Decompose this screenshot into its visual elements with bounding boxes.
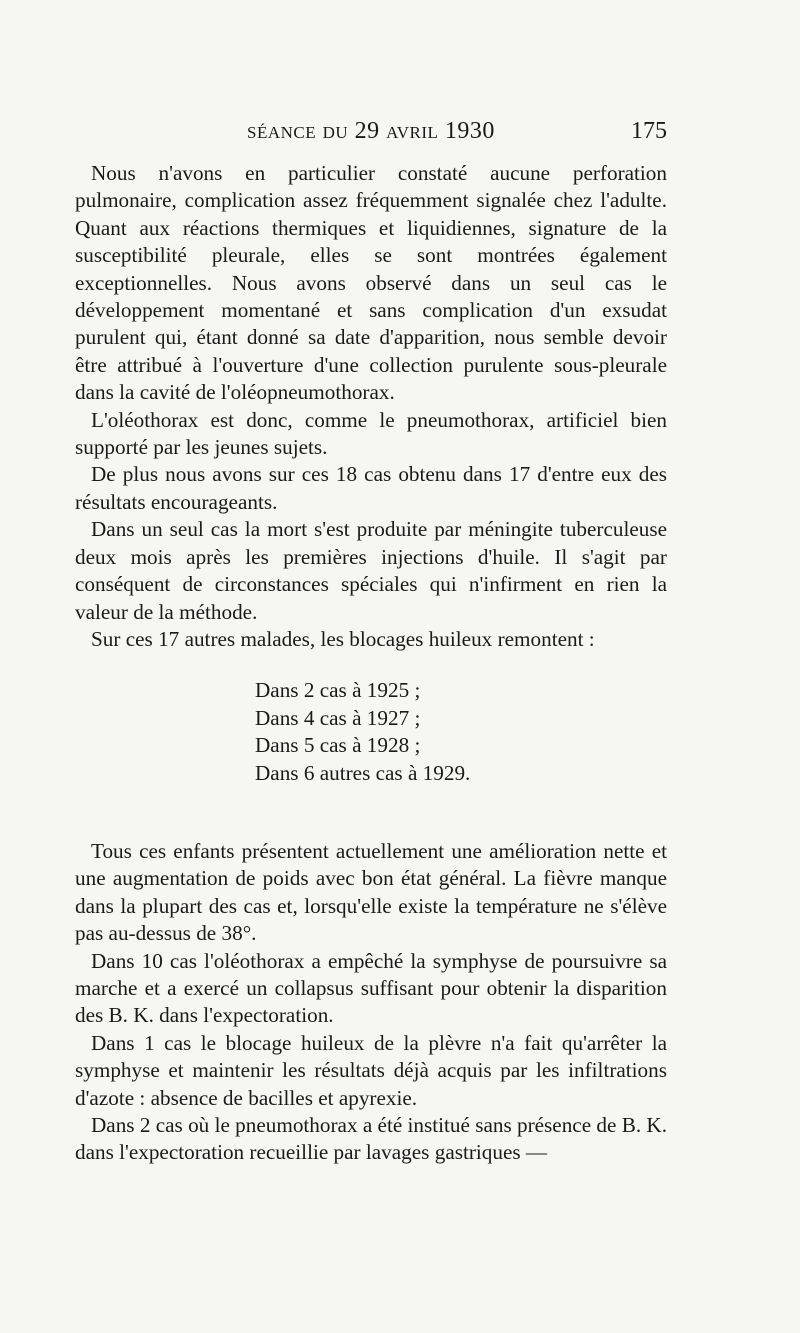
paragraph: Dans 10 cas l'oléothorax a empêché la symphyse de poursuivre sa marche et a exercé un collapsus suffisant pour obtenir la disparition des B. K. dans l'expectoration.	[75, 948, 667, 1028]
paragraph: Dans 1 cas le blocage huileux de la plèvre n'a fait qu'arrêter la symphyse et maintenir les résultats déjà acquis par les infiltrations d'azote : absence de bacilles et apyrexie.	[75, 1030, 667, 1110]
paragraph: Tous ces enfants présentent actuellement une amélioration nette et une augmentation de poids avec bon état général. La fièvre manque dans la plupart des cas et, lorsqu'elle existe la température ne s'élève pas au-dessus de 38°.	[75, 838, 667, 946]
body-text	[75, 160, 667, 1167]
blocage-dates-list	[255, 677, 667, 787]
paragraph: Dans 2 cas où le pneumothorax a été institué sans présence de B. K. dans l'expectoration recueillie par lavages gastriques —	[75, 1113, 668, 1165]
header-title: séance du 29 avril 1930	[247, 118, 495, 144]
paragraph: L'oléothorax est donc, comme le pneumothorax, artificiel bien supporté par les jeunes sujets.	[75, 407, 667, 460]
paragraph: Nous n'avons en particulier constaté aucune perforation pulmonaire, complication assez fréquemment signalée chez l'adulte. Quant aux réactions thermiques et liquidiennes, signature de la susceptibilité pleurale, elles se sont montrées également exceptionnelles. Nous avons observé dans un seul cas le développement momentané et sans complication d'un exsudat purulent qui, étant donné sa date d'apparition, nous semble devoir être attribué à l'ouverture d'une collection purulente sous-pleurale dans la cavité de l'oléopneumothorax.	[75, 161, 667, 405]
list-item: Dans 4 cas à 1927 ;	[255, 705, 421, 730]
paragraph: Sur ces 17 autres malades, les blocages huileux remontent :	[91, 626, 595, 651]
running-header	[75, 118, 667, 154]
list-item: Dans 2 cas à 1925 ;	[255, 678, 421, 703]
list-item: Dans 6 autres cas à 1929.	[255, 760, 471, 785]
paragraph: De plus nous avons sur ces 18 cas obtenu dans 17 d'entre eux des résultats encourageants.	[75, 462, 667, 514]
page-number: 175	[631, 118, 667, 144]
list-item: Dans 5 cas à 1928 ;	[255, 733, 421, 758]
paragraph: Dans un seul cas la mort s'est produite par méningite tuberculeuse deux mois après les premières injections d'huile. Il s'agit par conséquent de circonstances spéciales qui n'infirment en rien la valeur de la méthode.	[75, 517, 667, 624]
